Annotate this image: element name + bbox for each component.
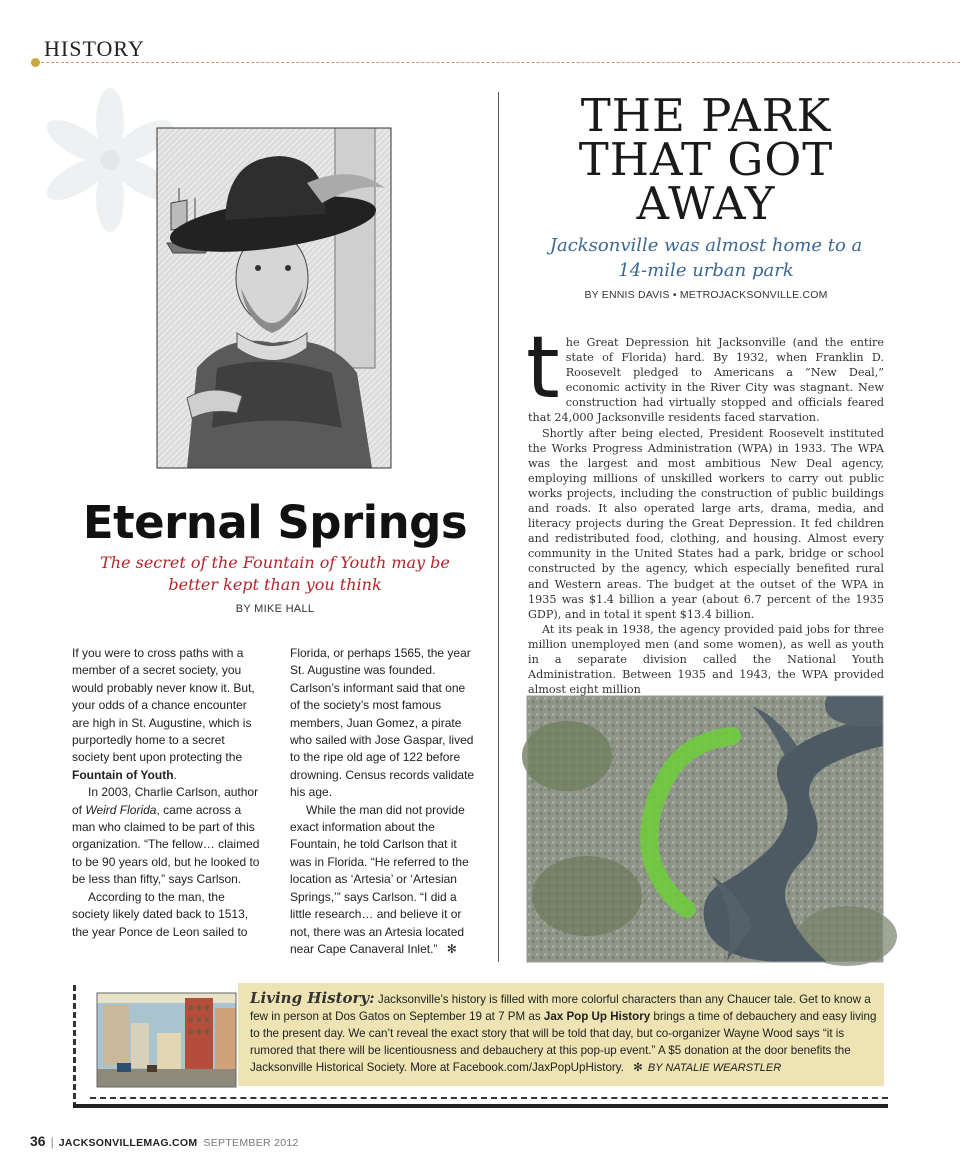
box-bottom-rule: [73, 1104, 888, 1108]
eternal-springs-column-2: [290, 645, 478, 958]
living-history-text: [250, 990, 878, 1077]
park-article-body: [526, 318, 884, 697]
paragraph: he Great Depression hit Jacksonville (and the entire state of Florida) hard. By 1932, when Franklin D. Roosevelt pledged to Americans a “New Deal,” economic activity in the River City was stagnant. New construction had virtually stopped and officials feared that 24,000 Jacksonville residents faced starvation.: [528, 336, 884, 425]
subtitle-line-1: The secret of the Fountain of Youth may be: [100, 553, 450, 572]
title-line-2: THAT GOT: [578, 133, 834, 186]
eternal-springs-column-1: [72, 645, 260, 941]
footer-separator: |: [50, 1135, 54, 1149]
title-line-1: THE PARK: [580, 89, 832, 142]
sidebar-text: brings a time of debauchery and easy living to the present day. We can’t reveal the exact story that will be told that day, but co-organizer Wayne Wood says “it is rumored that there will be licentiousness and debauchery at this pop-up event.” A $5 donation at the door benefits the Jacksonville Historical Society. More at Facebook.com/JaxPopUpHistory.: [250, 1010, 877, 1074]
end-mark-icon: ✻: [446, 941, 457, 956]
sidebar-text: Jacksonville’s history is filled with more colorful characters than any Chaucer tale. Get to know a few in person at Dos Gatos on September 19 at 7 PM as: [250, 993, 871, 1023]
page-footer: [30, 1133, 299, 1149]
subtitle-line-1: Jacksonville was almost home to a: [549, 235, 863, 256]
park-article-byline: BY ENNIS DAVIS • METROJACKSONVILLE.COM: [584, 289, 828, 301]
title-line-3: AWAY: [636, 177, 776, 230]
column-divider: [498, 92, 499, 962]
park-article-title: [520, 89, 892, 230]
paragraph: Florida, or perhaps 1565, the year St. Augustine was founded. Carlson’s informant said that one of the society’s most famous members, Juan Gomez, a pirate who sailed with Jose Gaspar, lived to the ripe old age of 122 before drowning. Census records validate his age.: [290, 646, 475, 800]
paragraph: [290, 802, 478, 959]
sidebar-byline: BY NATALIE WEARSTLER: [647, 1062, 782, 1074]
paragraph-text: In 2003, Charlie Carlson, author of: [72, 785, 259, 817]
jax-pop-up-history-bold: Jax Pop Up History: [543, 1010, 651, 1023]
eternal-springs-byline: BY MIKE HALL: [235, 603, 315, 615]
ponce-de-leon-portrait: [157, 128, 391, 468]
vintage-street-postcard: [97, 993, 236, 1087]
subtitle-line-2: better kept than you think: [168, 575, 382, 594]
living-history-heading: Living History:: [250, 989, 375, 1007]
drop-cap: t: [526, 318, 560, 418]
paragraph: According to the man, the society likely dated back to 1513, the year Ponce de Leon sailed to: [72, 889, 249, 939]
box-left-rule: [73, 985, 76, 1108]
park-article-subtitle: [520, 233, 892, 283]
page-number: 36: [30, 1133, 46, 1149]
weird-florida-italic: Weird Florida: [85, 802, 157, 817]
paragraph-text: .: [173, 767, 177, 782]
fountain-of-youth-bold: Fountain of Youth: [72, 767, 174, 782]
footer-date: SEPTEMBER 2012: [203, 1137, 299, 1149]
paragraph: [72, 645, 260, 784]
paragraph-text: , came across a man who claimed to be part of this organization. “The fellow… claimed to be 90 years old, but he looked to be less than fifty,” says Carlson.: [72, 802, 260, 887]
eternal-springs-title: Eternal Springs: [82, 496, 468, 549]
header-rule: [36, 62, 960, 63]
eternal-springs-subtitle: [90, 552, 460, 596]
footer-site: JACKSONVILLEMAG.COM: [58, 1137, 198, 1149]
paragraph: [72, 784, 260, 888]
section-label: HISTORY: [44, 36, 145, 61]
paragraph: Shortly after being elected, President Roosevelt instituted the Works Progress Administration (WPA) in 1933. The WPA was the largest and most ambitious New Deal agency, employing millions of unskilled workers to carry out public works projects, including the construction of public buildings and roads. It also operated large arts, drama, media, and literacy projects during the Great Depression. It fed children and redistributed food, clothing, and housing. Almost every community in the United States had a park, bridge or school constructed by the agency, which especially benefited rural and Western areas. The budget at the outset of the WPA in 1935 was $1.4 billion a year (about 6.7 percent of the 1935 GDP), and in total it spent $13.4 billion.: [528, 426, 884, 621]
paragraph: At its peak in 1938, the agency provided paid jobs for three million unemployed men (and some women), as well as youth in a separate division called the National Youth Administration. Between 1935 and 1943, the WPA provided almost eight million: [528, 622, 884, 697]
box-bottom-dashed-rule: [90, 1097, 888, 1099]
jacksonville-park-map: [527, 696, 883, 962]
paragraph-text: If you were to cross paths with a member of a secret society, you would probably never know it. But, your odds of a chance encounter are high in St. Augustine, which is purportedly home to a secret society bent upon protecting the: [72, 646, 255, 765]
sidebar-end-mark-icon: ✻: [633, 1061, 643, 1074]
subtitle-line-2: 14-mile urban park: [618, 260, 794, 281]
paragraph-text: While the man did not provide exact information about the Fountain, he told Carlson that it was in Florida. “He referred to the location as ‘Artesia’ or ‘Artesian Springs,’” says Carlson. “I did a little research… and believe it or not, there was an Artesia located near Cape Canaveral Inlet.”: [290, 802, 469, 956]
